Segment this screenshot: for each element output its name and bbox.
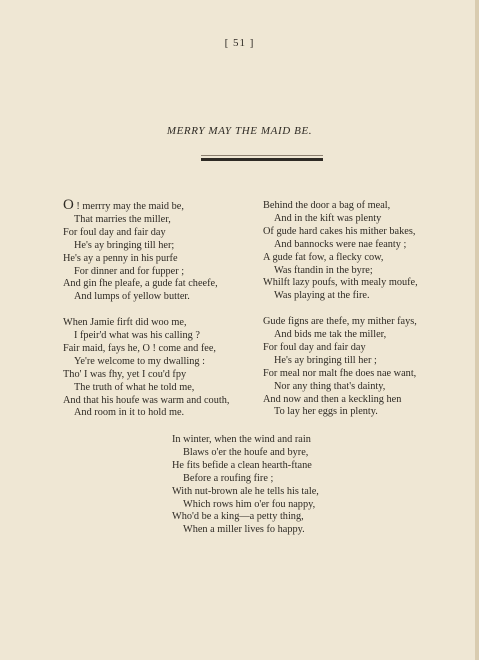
verse-line: A gude fat fow, a flecky cow, [263, 251, 384, 263]
title-rule-thin [201, 155, 323, 156]
right-column [263, 200, 443, 432]
verse-line: Of gude hard cakes his mither bakes, [263, 225, 416, 237]
page-edge [475, 0, 479, 660]
title-rule [201, 158, 323, 161]
stanza [63, 317, 263, 420]
verse-line: Ye're welcome to my dwalling : [74, 355, 205, 367]
verse-line: Tho' I was fhy, yet I cou'd fpy [63, 368, 187, 380]
verse-line: Blaws o'er the houfe and byre, [183, 446, 309, 458]
verse-line: For foul day and fair day [63, 226, 166, 238]
stanza [263, 316, 443, 419]
verse-line: For meal nor malt fhe does nae want, [263, 367, 417, 379]
verse-line: When a miller lives fo happy. [183, 524, 305, 536]
verse-line: Whilft lazy poufs, with mealy moufe, [263, 277, 418, 289]
verse-line: Was playing at the fire. [274, 290, 370, 302]
verse-line: For dinner and for fupper ; [74, 265, 185, 277]
poem-title: MERRY MAY THE MAID BE. [166, 125, 313, 137]
verse-line: He fits befide a clean hearth-ftane [172, 459, 312, 471]
stanza [63, 197, 263, 304]
verse-line: With nut-brown ale he tells his tale, [172, 485, 319, 497]
verse-line: He's ay bringing till her; [74, 239, 175, 251]
verse-line: In winter, when the wind and rain [172, 434, 311, 445]
left-column [63, 197, 263, 433]
verse-line: And bannocks were nae feanty ; [274, 238, 407, 250]
verse-line: Was ftandin in the byre; [274, 264, 373, 276]
verse-line: That marries the miller, [74, 213, 171, 225]
verse-line: Behind the door a bag of meal, [263, 200, 391, 211]
verse-line: O ! merrry may the maid be, [63, 197, 184, 213]
verse-line: And room in it to hold me. [74, 407, 185, 419]
verse-line: Which rows him o'er fou nappy, [183, 498, 316, 510]
verse-line: Who'd be a king—a petty thing, [172, 511, 304, 523]
verse-line: The truth of what he told me, [74, 381, 195, 393]
page-number: [ 51 ] [224, 37, 255, 49]
stanza [263, 200, 443, 303]
verse-line: And bids me tak the miller, [274, 329, 387, 341]
verse-line: Gude figns are thefe, my mither fays, [263, 316, 417, 328]
verse-line: Fair maid, fays he, O ! come and fee, [63, 342, 216, 354]
verse-line: And now and then a keckling hen [263, 393, 402, 405]
verse-line: To lay her eggs in plenty. [274, 406, 378, 418]
bottom-stanza [172, 434, 372, 550]
verse-line: And in the kift was plenty [274, 212, 382, 224]
verse-line: He's ay bringing till her ; [274, 354, 377, 366]
verse-line: I fpeir'd what was his calling ? [74, 330, 200, 342]
drop-cap: O [63, 197, 74, 213]
verse-line: And gin fhe pleafe, a gude fat cheefe, [63, 278, 218, 290]
stanza [172, 434, 372, 537]
verse-line: Before a roufing fire ; [183, 472, 274, 484]
verse-line: And that his houfe was warm and couth, [63, 394, 230, 406]
verse-line: He's ay a penny in his purfe [63, 252, 178, 264]
verse-line: When Jamie firft did woo me, [63, 317, 187, 329]
verse-line: And lumps of yellow butter. [74, 291, 190, 303]
verse-line: For foul day and fair day [263, 341, 366, 353]
verse-line: Nor any thing that's dainty, [274, 380, 386, 392]
